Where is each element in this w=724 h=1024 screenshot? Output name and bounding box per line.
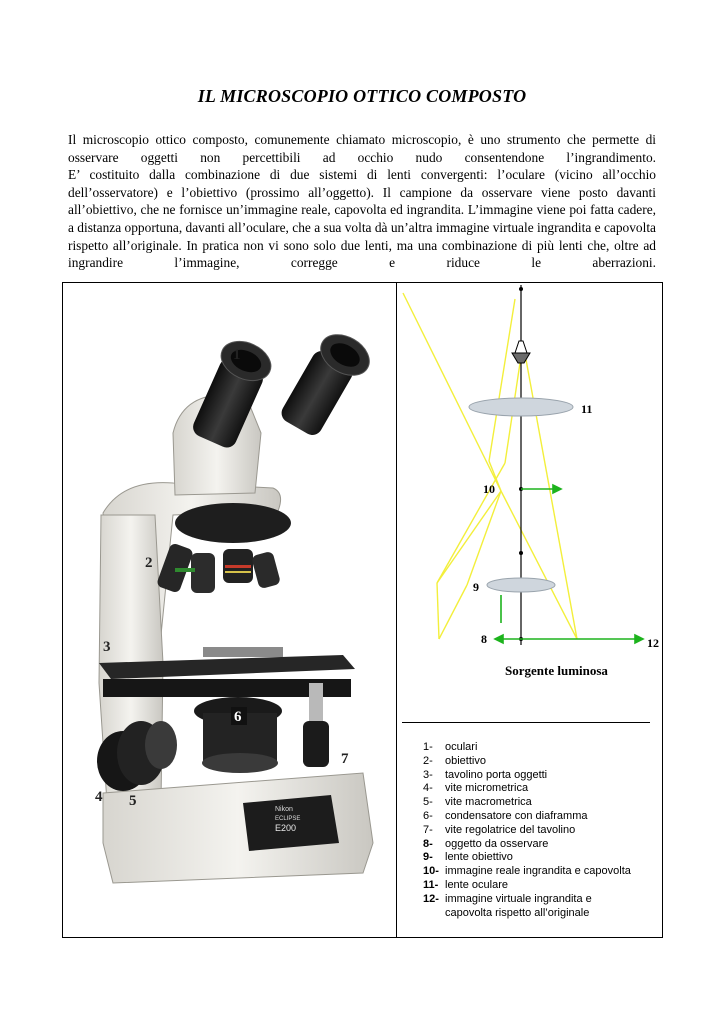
legend-item: [423, 865, 665, 879]
legend-number: 12-: [423, 892, 439, 905]
legend-number: [423, 907, 445, 921]
legend-item: [423, 907, 665, 921]
eye-icon: [512, 341, 530, 363]
diagram-label-12: 12: [647, 636, 659, 650]
ocular-lens: [469, 398, 573, 416]
legend-text: lente obiettivo: [445, 851, 513, 864]
legend-number: 11-: [423, 878, 439, 891]
legend-item: [423, 796, 665, 810]
brand-line-2: ECLIPSE: [275, 816, 301, 822]
legend-number: 8-: [423, 837, 433, 850]
legend-text: condensatore con diaframma: [445, 809, 588, 822]
diagram-label-11: 11: [581, 402, 593, 416]
legend-item: [423, 851, 665, 865]
legend-item: [423, 782, 665, 796]
legend-number: 9-: [423, 851, 433, 864]
legend-text: obiettivo: [445, 754, 486, 767]
legend-number: 3-: [423, 768, 433, 781]
eyepieces: [190, 326, 377, 450]
legend-item: [423, 824, 665, 838]
legend-number: 1-: [423, 741, 433, 753]
legend-item: [423, 838, 665, 852]
legend-number: 5-: [423, 796, 433, 809]
legend-item: [423, 769, 665, 783]
legend-number: 2-: [423, 754, 433, 767]
legend-separator: [402, 722, 650, 723]
diagram-label-8: 8: [481, 632, 487, 646]
legend-text: capovolta rispetto all’originale: [445, 906, 590, 919]
diagram-label-9: 9: [473, 580, 479, 594]
intro-paragraph-1: Il microscopio ottico composto, comunemente chiamato microscopio, è uno strumento che permette di osservare oggetti non percettibili ad occhio nudo consentendone l’ingrandimento.: [68, 132, 656, 165]
legend-list: [423, 741, 665, 920]
stage-control-knob: [309, 683, 323, 723]
legend-number: 6-: [423, 809, 433, 822]
optical-diagram: [397, 283, 662, 703]
legend-text: tavolino porta oggetti: [445, 768, 548, 781]
label-2: 2: [145, 555, 153, 571]
objective-lens: [487, 578, 555, 592]
legend-number: 10-: [423, 865, 439, 878]
legend-item: [423, 741, 665, 755]
intro-paragraph-2: E’ costituito dalla combinazione di due sistemi di lenti convergenti: l’oculare (vicino all’occhio dell’osservatore) e l’obiettivo (prossimo all’oggetto). Il campione da osservare viene posto davanti all’obiettivo, che ne fornisce un’immagine reale, capovolta ed ingrandita. L’immagine viene poi fatta cadere, a distanza opportuna, davanti all’oculare, che a sua volta dà un’altra immagine virtuale ingrandita e capovolta rispetto all’originale. In pratica non vi sono solo due lenti, ma una combinazione di più lenti che, oltre ad ingrandire l’immagine, corregge e riduce le aberrazioni.: [68, 167, 656, 271]
legend-text: oculari: [445, 741, 478, 753]
legend-item: [423, 893, 665, 907]
legend-item: [423, 879, 665, 893]
legend-item: [423, 755, 665, 769]
label-4: 4: [95, 789, 103, 805]
brand-line-3: E200: [275, 823, 297, 833]
label-5: 5: [129, 793, 137, 809]
legend-text: oggetto da osservare: [445, 837, 549, 850]
intro-text: [68, 131, 656, 272]
legend-text: vite micrometrica: [445, 782, 529, 795]
label-3: 3: [103, 639, 111, 655]
legend-text: immagine reale ingrandita e capovolta: [445, 865, 631, 878]
figure-box: [62, 282, 663, 938]
diagram-label-10: 10: [483, 482, 495, 496]
brand-line-1: Nikon: [275, 806, 293, 813]
legend-item: [423, 810, 665, 824]
label-1: 1: [233, 347, 241, 363]
legend-text: vite regolatrice del tavolino: [445, 823, 576, 836]
legend-number: 4-: [423, 782, 433, 795]
objective-lenses: [156, 542, 281, 593]
legend-text: lente oculare: [445, 878, 508, 891]
legend-text: vite macrometrica: [445, 796, 532, 809]
label-6: 6: [234, 709, 242, 725]
legend-number: 7-: [423, 823, 433, 836]
label-7: 7: [341, 751, 349, 767]
diagram-caption: Sorgente luminosa: [505, 663, 608, 678]
legend-text: immagine virtuale ingrandita e: [445, 892, 592, 905]
page-title: IL MICROSCOPIO OTTICO COMPOSTO: [197, 86, 527, 106]
microscope-photo: [63, 283, 396, 937]
nosepiece: [175, 503, 291, 543]
image-arrows: [495, 485, 643, 643]
